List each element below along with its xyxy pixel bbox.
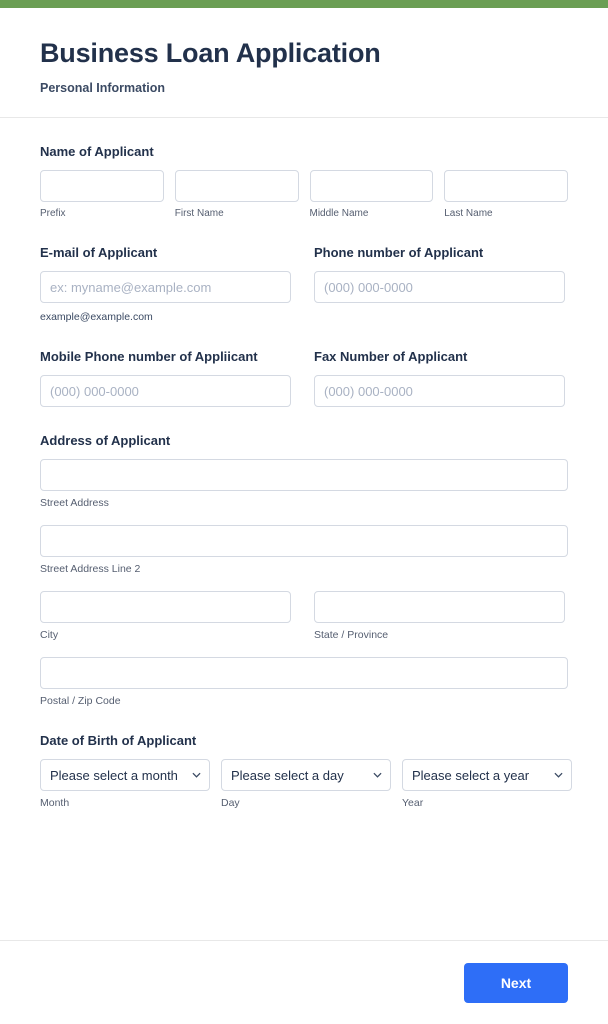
middle-name-col xyxy=(310,170,434,219)
phone-col xyxy=(314,245,565,323)
postal-col xyxy=(40,657,568,707)
first-name-sublabel: First Name xyxy=(174,208,224,219)
mobile-fax-row xyxy=(40,349,568,407)
email-col xyxy=(40,245,291,323)
city-input[interactable] xyxy=(40,591,291,623)
dob-selects-row xyxy=(40,759,568,809)
address-group-label: Address of Applicant xyxy=(40,433,171,448)
form-body xyxy=(0,118,608,845)
next-button[interactable]: Next xyxy=(464,963,568,1003)
dob-day-col xyxy=(221,759,391,809)
fax-label: Fax Number of Applicant xyxy=(314,349,468,364)
email-label: E-mail of Applicant xyxy=(40,245,158,260)
email-input[interactable] xyxy=(40,271,291,303)
street-address-2-sublabel: Street Address Line 2 xyxy=(40,563,141,575)
dob-month-sublabel: Month xyxy=(40,797,70,809)
first-name-input[interactable] xyxy=(175,170,299,202)
name-field-group xyxy=(40,144,568,219)
street-col xyxy=(40,459,568,509)
dob-year-col xyxy=(402,759,572,809)
dob-month-col xyxy=(40,759,210,809)
address-field-group xyxy=(40,433,568,707)
name-group-label: Name of Applicant xyxy=(40,144,154,159)
prefix-input[interactable] xyxy=(40,170,164,202)
fax-col xyxy=(314,349,565,407)
form-footer xyxy=(0,940,608,1024)
email-phone-labels-row xyxy=(40,245,568,323)
city-state-row xyxy=(40,591,568,641)
fax-input[interactable] xyxy=(314,375,565,407)
mobile-label: Mobile Phone number of Appliicant xyxy=(40,349,258,364)
dob-year-select[interactable] xyxy=(402,759,572,791)
middle-name-sublabel: Middle Name xyxy=(309,208,369,219)
prefix-sublabel: Prefix xyxy=(40,208,66,219)
dob-year-sublabel: Year xyxy=(402,797,424,809)
accent-top-bar xyxy=(0,0,608,8)
street-address-input[interactable] xyxy=(40,459,568,491)
name-inputs-row xyxy=(40,170,568,219)
form-header xyxy=(0,8,608,118)
mobile-input[interactable] xyxy=(40,375,291,407)
first-name-col xyxy=(175,170,299,219)
page-subtitle: Personal Information xyxy=(40,81,166,95)
month-select-wrap[interactable] xyxy=(40,759,210,791)
state-col xyxy=(314,591,565,641)
middle-name-input[interactable] xyxy=(310,170,434,202)
postal-zip-sublabel: Postal / Zip Code xyxy=(40,695,121,707)
street-address-2-input[interactable] xyxy=(40,525,568,557)
year-select-wrap[interactable] xyxy=(402,759,572,791)
state-province-sublabel: State / Province xyxy=(314,629,389,641)
dob-day-sublabel: Day xyxy=(221,797,240,809)
last-name-input[interactable] xyxy=(444,170,568,202)
phone-label: Phone number of Applicant xyxy=(314,245,484,260)
dob-day-select[interactable] xyxy=(221,759,391,791)
city-col xyxy=(40,591,291,641)
mobile-fax-group xyxy=(40,349,568,407)
state-province-input[interactable] xyxy=(314,591,565,623)
dob-field-group xyxy=(40,733,568,809)
dob-month-select[interactable] xyxy=(40,759,210,791)
prefix-col xyxy=(40,170,164,219)
phone-input[interactable] xyxy=(314,271,565,303)
last-name-sublabel: Last Name xyxy=(444,208,493,219)
day-select-wrap[interactable] xyxy=(221,759,391,791)
email-phone-group xyxy=(40,245,568,323)
street2-col xyxy=(40,525,568,575)
street-address-sublabel: Street Address xyxy=(40,497,109,509)
dob-group-label: Date of Birth of Applicant xyxy=(40,733,197,748)
mobile-col xyxy=(40,349,291,407)
page-title: Business Loan Application xyxy=(40,38,381,68)
city-sublabel: City xyxy=(40,629,59,641)
email-hint: example@example.com xyxy=(40,311,153,323)
postal-zip-input[interactable] xyxy=(40,657,568,689)
last-name-col xyxy=(444,170,568,219)
